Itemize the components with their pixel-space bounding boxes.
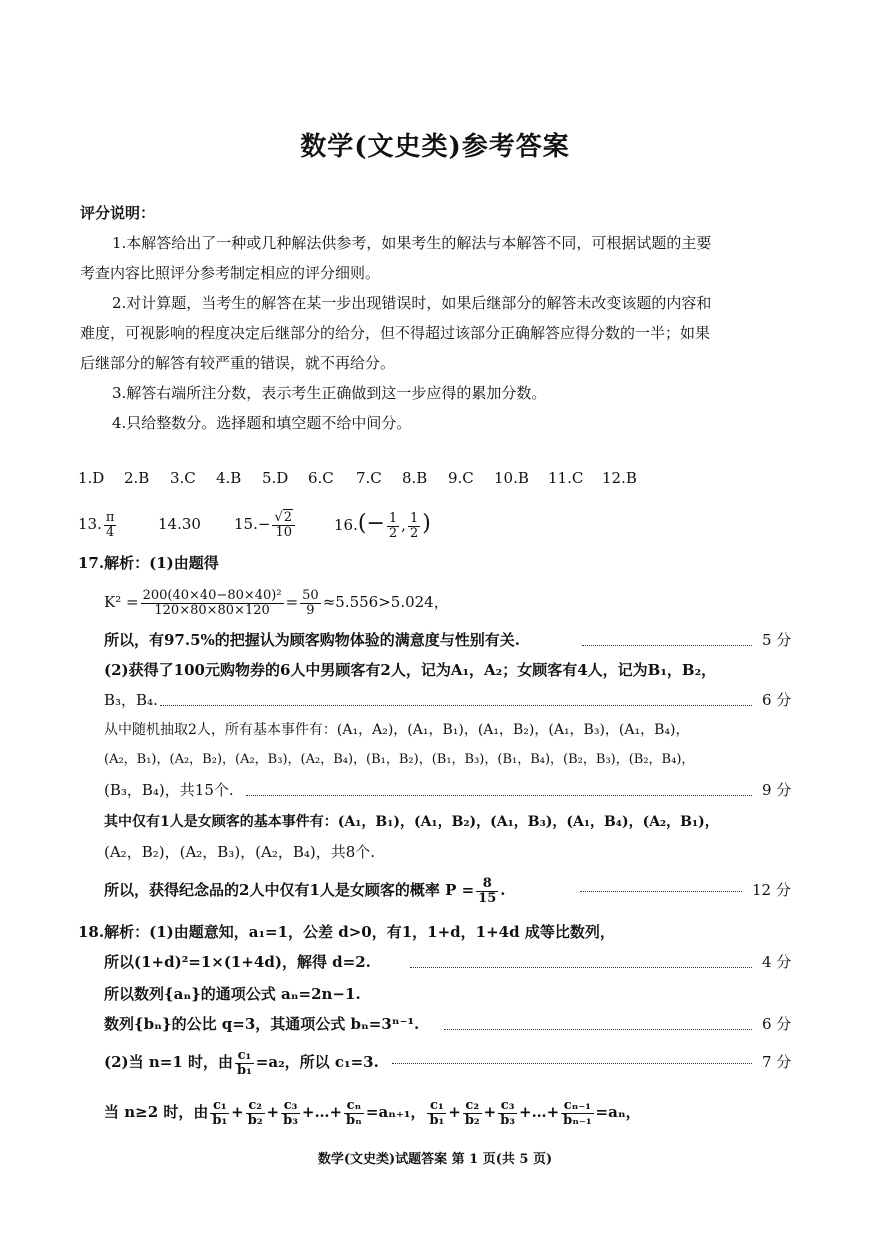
- page-title: 数学(文史类)参考答案: [300, 132, 570, 162]
- leader-dots: [580, 891, 742, 892]
- leader-dots: [160, 705, 752, 706]
- q18-step-4: (2)当 n=1 时，由 $\frac{\text{c₁}}{\text{b₁}}$ =a₂，所以 c₁=3.: [104, 1047, 379, 1078]
- choice-answer: 12.B: [602, 469, 637, 487]
- choice-answer: 9.C: [448, 469, 474, 487]
- q18-step-1: 所以(1+d)²=1×(1+4d)，解得 d=2.: [104, 953, 371, 971]
- note-4: 4.只给整数分。选择题和填空题不给中间分。: [112, 414, 412, 432]
- leader-dots: [444, 1029, 752, 1030]
- q18-heading: 18.解析：(1)由题意知，a₁=1，公差 d>0，有1，1+d，1+4d 成等比数列，: [78, 923, 615, 941]
- choice-answer: 3.C: [170, 469, 196, 487]
- note-2c: 后继部分的解答有较严重的错误，就不再给分。: [80, 354, 396, 372]
- q17-step-3b: (A₂，B₁)，(A₂，B₂)，(A₂，B₃)，(A₂，B₄)，(B₁，B₂)，(B₁，B₃)，(B₁，B₄)，(B₂，B₃)，(B₂，B₄)，: [104, 752, 695, 767]
- choice-answer: 10.B: [494, 469, 529, 487]
- choice-answer: 5.D: [262, 469, 289, 487]
- choice-answer: 8.B: [402, 469, 428, 487]
- q17-step-4b: (A₂，B₂)，(A₂，B₃)，(A₂，B₄)，共8个.: [104, 843, 376, 861]
- q17-step-1: 所以，有97.5%的把握认为顾客购物体验的满意度与性别有关.: [104, 631, 521, 649]
- q17-step-3c: (B₃，B₄)，共15个.: [104, 781, 234, 799]
- q15-fraction: $\frac{√2}{10}$: [272, 511, 295, 540]
- q18-step-2: 所以数列{aₙ}的通项公式 aₙ=2n−1.: [104, 985, 361, 1003]
- note-3: 3.解答右端所注分数，表示考生正确做到这一步应得的累加分数。: [112, 384, 547, 402]
- q17-step-2a: (2)获得了100元购物券的6人中男顾客有2人，记为A₁，A₂；女顾客有4人，记为B₁，B₂，: [104, 661, 717, 679]
- leader-dots: [582, 645, 752, 646]
- q17-score-12: 12 分: [752, 881, 791, 899]
- q17-step-2b: B₃，B₄.: [104, 691, 158, 709]
- fill-answer-16: 16.(− $\frac{1}{2}$ , $\frac{1}{2}$ ): [334, 510, 431, 541]
- q18-step-3: 数列{bₙ}的公比 q=3，其通项公式 bₙ=3ⁿ⁻¹.: [104, 1015, 420, 1033]
- choice-answer: 1.D: [78, 469, 105, 487]
- note-1a: 1.本解答给出了一种或几种解法供参考，如果考生的解法与本解答不同，可根据试题的主要: [112, 234, 712, 252]
- leader-dots: [246, 795, 752, 796]
- leader-dots: [392, 1063, 752, 1064]
- choice-answer: 4.B: [216, 469, 242, 487]
- q17-step-5: 所以，获得纪念品的2人中仅有1人是女顾客的概率 P = $\frac{8}{15}$ .: [104, 875, 506, 906]
- note-2a: 2.对计算题，当考生的解答在某一步出现错误时，如果后继部分的解答未改变该题的内容和: [112, 294, 712, 312]
- q17-score-6: 6 分: [762, 691, 792, 709]
- leader-dots: [410, 967, 752, 968]
- choice-answer: 7.C: [356, 469, 382, 487]
- note-1b: 考查内容比照评分参考制定相应的评分细则。: [80, 264, 381, 282]
- q18-step-5: 当 n≥2 时，由 $\frac{\text{c₁}}{\text{b₁}}$ + $\frac{\text{c₂}}{\text{b₂}}$ + $\frac{\text{c₃}}{\text{b₃}}$ +…+ $\frac{\text{cₙ}}{\text{bₙ}}$ =aₙ₊₁， $\frac{\text{c₁}}{\text{b₁}}$ + $\frac{\text{c₂}}{\text{b₂}}$ + $\frac{\text{c₃}}{\text{b₃}}$ +…+ $\frac{\text{cₙ₋₁}}{\text{bₙ₋₁}}$ =aₙ，: [104, 1097, 641, 1128]
- fill-answer-13: [78, 508, 118, 540]
- choice-answer: 2.B: [124, 469, 150, 487]
- q13-label: 13.: [78, 515, 102, 533]
- q17-step-4a: 其中仅有1人是女顾客的基本事件有：(A₁，B₁)，(A₁，B₂)，(A₁，B₃)，(A₁，B₄)，(A₂，B₁)，: [104, 814, 719, 830]
- fill-answer-14: 14.30: [158, 515, 201, 533]
- q18-score-4: 4 分: [762, 953, 792, 971]
- q18-score-7: 7 分: [762, 1053, 792, 1071]
- notes-heading: 评分说明：: [80, 204, 156, 222]
- q17-heading: 17.解析：(1)由题得: [78, 554, 219, 572]
- fill-answer-15: [234, 508, 297, 540]
- q13-fraction: $\frac{\pi}{4}$: [105, 509, 115, 540]
- choice-answer: 11.C: [548, 469, 584, 487]
- note-2b: 难度，可视影响的程度决定后继部分的给分，但不得超过该部分正确解答应得分数的一半；如果: [80, 324, 711, 342]
- q17-step-3a: 从中随机抽取2人，所有基本事件有：(A₁，A₂)，(A₁，B₁)，(A₁，B₂)，(A₁，B₃)，(A₁，B₄)，: [104, 722, 690, 738]
- q17-score-9: 9 分: [762, 781, 792, 799]
- q17-k2-formula: K² = $\frac{\text{200(40×40−80×40)²}}{120\times 80\times 80\times 120}$ = $\frac{50}{9}$ ≈5.556>5.024，: [104, 587, 449, 618]
- q17-score-5: 5 分: [762, 631, 792, 649]
- choice-answer: 6.C: [308, 469, 334, 487]
- page-footer: 数学(文史类)试题答案 第 1 页(共 5 页): [317, 1152, 553, 1167]
- q18-score-6: 6 分: [762, 1015, 792, 1033]
- q15-label: 15.−: [234, 515, 271, 533]
